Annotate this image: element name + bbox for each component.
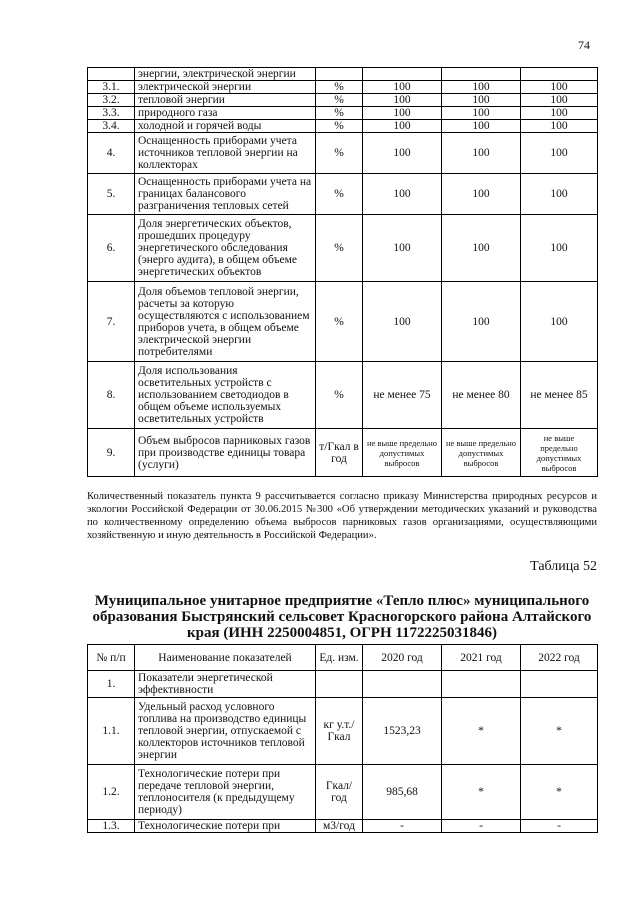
value-cell: * bbox=[521, 698, 598, 765]
value-cell: не выше предельно допустимых выбросов bbox=[442, 429, 521, 477]
value-cell bbox=[363, 671, 442, 698]
table-row bbox=[88, 429, 598, 477]
row-number: 6. bbox=[88, 215, 135, 282]
value-cell bbox=[521, 68, 598, 81]
table-row bbox=[88, 362, 598, 429]
table-row bbox=[88, 133, 598, 174]
value-cell: 100 bbox=[521, 81, 598, 94]
indicator-name: Показатели энергетической эффективности bbox=[135, 671, 316, 698]
value-cell: 100 bbox=[442, 120, 521, 133]
unit-cell bbox=[316, 671, 363, 698]
table-row bbox=[88, 671, 598, 698]
row-number: 3.2. bbox=[88, 94, 135, 107]
indicator-name: Доля объемов тепловой энергии, расчеты за которую осуществляются с использованием приборов учета, в общем объеме электрической энергии потребителями bbox=[135, 282, 316, 362]
value-cell: 100 bbox=[363, 174, 442, 215]
enterprise-indicators-table bbox=[87, 644, 598, 833]
indicator-name: холодной и горячей воды bbox=[135, 120, 316, 133]
indicator-name: электрической энергии bbox=[135, 81, 316, 94]
value-cell: * bbox=[442, 765, 521, 820]
value-cell: 1523,23 bbox=[363, 698, 442, 765]
indicators-table-continued bbox=[87, 67, 598, 477]
table-row bbox=[88, 107, 598, 120]
unit-cell: % bbox=[316, 81, 363, 94]
row-number: 9. bbox=[88, 429, 135, 477]
row-number: 5. bbox=[88, 174, 135, 215]
unit-cell: % bbox=[316, 174, 363, 215]
value-cell: 100 bbox=[521, 174, 598, 215]
value-cell: 100 bbox=[521, 133, 598, 174]
row-number: 7. bbox=[88, 282, 135, 362]
unit-cell: % bbox=[316, 120, 363, 133]
value-cell: не менее 80 bbox=[442, 362, 521, 429]
unit-cell: % bbox=[316, 94, 363, 107]
row-number: 8. bbox=[88, 362, 135, 429]
indicator-name: Оснащенность приборами учета источников тепловой энергии на коллекторах bbox=[135, 133, 316, 174]
value-cell: 100 bbox=[363, 133, 442, 174]
row-number: 1.1. bbox=[88, 698, 135, 765]
header-cell: 2022 год bbox=[521, 645, 598, 671]
indicator-name: природного газа bbox=[135, 107, 316, 120]
unit-cell: % bbox=[316, 133, 363, 174]
value-cell: 100 bbox=[442, 94, 521, 107]
value-cell bbox=[521, 671, 598, 698]
value-cell: 100 bbox=[363, 215, 442, 282]
header-cell: № п/п bbox=[88, 645, 135, 671]
indicator-name: Технологические потери при bbox=[135, 820, 316, 833]
indicator-name: Оснащенность приборами учета на границах балансового разграничения тепловых сетей bbox=[135, 174, 316, 215]
value-cell: 100 bbox=[521, 94, 598, 107]
value-cell: 100 bbox=[442, 174, 521, 215]
row-number: 1. bbox=[88, 671, 135, 698]
value-cell bbox=[442, 671, 521, 698]
value-cell: не выше предельно допустимых выбросов bbox=[363, 429, 442, 477]
value-cell: 100 bbox=[521, 120, 598, 133]
unit-cell: % bbox=[316, 362, 363, 429]
row-number: 1.3. bbox=[88, 820, 135, 833]
value-cell: 100 bbox=[521, 282, 598, 362]
indicator-name: тепловой энергии bbox=[135, 94, 316, 107]
unit-cell: м3/год bbox=[316, 820, 363, 833]
value-cell: 100 bbox=[442, 133, 521, 174]
indicator-name: Доля использования осветительных устройств с использованием светодиодов в общем объеме используемых осветительных устройств bbox=[135, 362, 316, 429]
table-title: Муниципальное унитарное предприятие «Тепло плюс» муниципального образования Быстрянский сельсовет Красногорского района Алтайского края (ИНН 2250004851, ОГРН 1172225031846) bbox=[92, 593, 592, 641]
value-cell: не менее 85 bbox=[521, 362, 598, 429]
unit-cell: Гкал/год bbox=[316, 765, 363, 820]
value-cell: 100 bbox=[363, 81, 442, 94]
value-cell: 100 bbox=[442, 215, 521, 282]
unit-cell: % bbox=[316, 107, 363, 120]
table-row bbox=[88, 94, 598, 107]
table-row bbox=[88, 698, 598, 765]
value-cell: 100 bbox=[442, 107, 521, 120]
table-row bbox=[88, 120, 598, 133]
table-row bbox=[88, 174, 598, 215]
table-row bbox=[88, 68, 598, 81]
indicator-name: энергии, электрической энергии bbox=[135, 68, 316, 81]
value-cell: 100 bbox=[521, 107, 598, 120]
table-row bbox=[88, 215, 598, 282]
unit-cell: т/Гкал в год bbox=[316, 429, 363, 477]
value-cell: * bbox=[521, 765, 598, 820]
value-cell: * bbox=[442, 698, 521, 765]
table-label: Таблица 52 bbox=[530, 559, 597, 574]
unit-cell: % bbox=[316, 282, 363, 362]
value-cell: 100 bbox=[442, 81, 521, 94]
header-cell: Наименование показателей bbox=[135, 645, 316, 671]
header-row bbox=[88, 645, 598, 671]
header-cell: Ед. изм. bbox=[316, 645, 363, 671]
value-cell: 100 bbox=[521, 215, 598, 282]
row-number: 3.1. bbox=[88, 81, 135, 94]
page-number: 74 bbox=[578, 38, 590, 52]
header-cell: 2020 год bbox=[363, 645, 442, 671]
value-cell: - bbox=[363, 820, 442, 833]
row-number: 3.4. bbox=[88, 120, 135, 133]
indicator-name: Удельный расход условного топлива на производство единицы тепловой энергии, отпускаемой с коллекторов источников тепловой энергии bbox=[135, 698, 316, 765]
header-cell: 2021 год bbox=[442, 645, 521, 671]
indicator-name: Объем выбросов парниковых газов при производстве единицы товара (услуги) bbox=[135, 429, 316, 477]
value-cell: не выше предельно допустимых выбросов bbox=[521, 429, 598, 477]
value-cell bbox=[363, 68, 442, 81]
value-cell: 100 bbox=[442, 282, 521, 362]
unit-cell: кг у.т./Гкал bbox=[316, 698, 363, 765]
indicator-name: Технологические потери при передаче тепловой энергии, теплоносителя (к предыдущему периоду) bbox=[135, 765, 316, 820]
row-number: 3.3. bbox=[88, 107, 135, 120]
value-cell: не менее 75 bbox=[363, 362, 442, 429]
value-cell: 100 bbox=[363, 282, 442, 362]
row-number: 1.2. bbox=[88, 765, 135, 820]
table-row bbox=[88, 765, 598, 820]
value-cell: - bbox=[442, 820, 521, 833]
value-cell: 985,68 bbox=[363, 765, 442, 820]
value-cell: 100 bbox=[363, 120, 442, 133]
unit-cell: % bbox=[316, 215, 363, 282]
indicator-name: Доля энергетических объектов, прошедших процедуру энергетического обследования (энерго аудита), в общем объеме энергетических объектов bbox=[135, 215, 316, 282]
unit-cell bbox=[316, 68, 363, 81]
value-cell bbox=[442, 68, 521, 81]
value-cell: 100 bbox=[363, 94, 442, 107]
table-row bbox=[88, 81, 598, 94]
row-number bbox=[88, 68, 135, 81]
row-number: 4. bbox=[88, 133, 135, 174]
table-row bbox=[88, 820, 598, 833]
table-row bbox=[88, 282, 598, 362]
value-cell: 100 bbox=[363, 107, 442, 120]
footnote: Количественный показатель пункта 9 рассчитывается согласно приказу Министерства природных ресурсов и экологии Российской Федерации от 30.06.2015 №300 «Об утверждении методических указаний и руководства по количественному определению объема выбросов парниковых газов организациями, осуществляющими хозяйственную и иную деятельность в Российской Федерации». bbox=[87, 491, 597, 541]
value-cell: - bbox=[521, 820, 598, 833]
